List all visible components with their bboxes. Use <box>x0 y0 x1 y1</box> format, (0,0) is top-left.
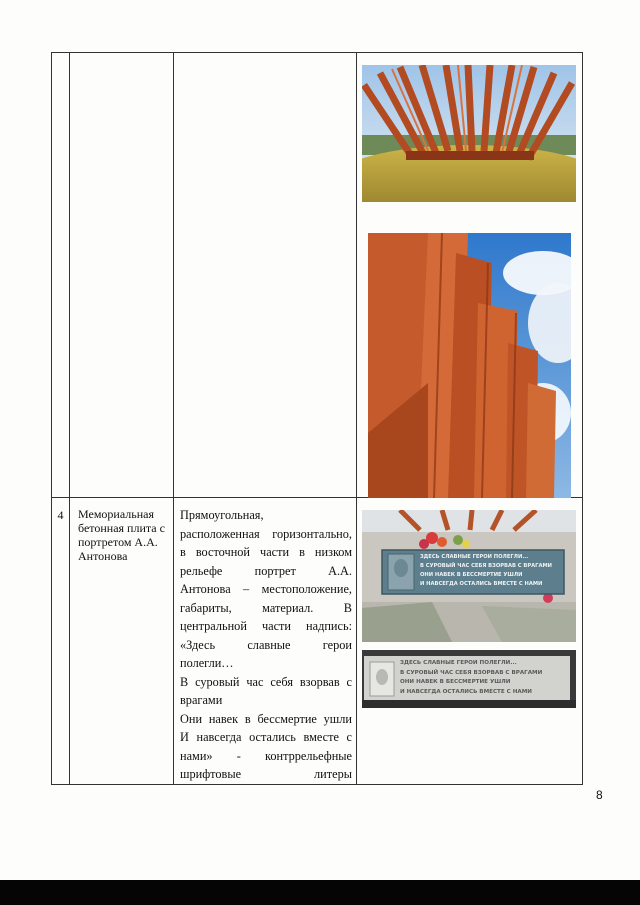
description-line: шрифтовые литеры <box>180 767 352 781</box>
plaque-line: ЗДЕСЬ СЛАВНЫЕ ГЕРОИ ПОЛЕГЛИ... <box>420 554 529 560</box>
plaque-line: ОНИ НАВЕК В БЕССМЕРТИЕ УШЛИ <box>420 572 523 578</box>
description-line: В суровый час себя взорвав с <box>180 674 352 689</box>
object-name: Мемориальная бетонная плита с портретом А.А. Антонова <box>70 498 174 785</box>
description-line: И навсегда остались вместе с <box>180 730 352 744</box>
description-line: нами» - контррельефные <box>180 748 352 763</box>
plaque-line: ЗДЕСЬ СЛАВНЫЕ ГЕРОИ ПОЛЕГЛИ... <box>400 660 517 666</box>
object-description <box>174 498 357 785</box>
description-line: в восточной части в низком <box>180 545 352 559</box>
description-cell <box>174 53 357 498</box>
plaque-line: В СУРОВЫЙ ЧАС СЕБЯ ВЗОРВАВ С ВРАГАМИ <box>420 563 552 569</box>
monument-blades-photo <box>368 233 571 498</box>
description-line: врагами <box>180 693 223 707</box>
description-line: расположенная горизонтально, <box>180 526 352 541</box>
table-row <box>52 53 583 498</box>
plaque-line: ОНИ НАВЕК В БЕССМЕРТИЕ УШЛИ <box>400 679 511 685</box>
plaque-site-photo <box>362 510 576 642</box>
description-line: габариты, материал. В <box>180 600 352 615</box>
monument-table <box>51 52 583 785</box>
plaque-line: И НАВСЕГДА ОСТАЛИСЬ ВМЕСТЕ С НАМИ <box>420 581 543 587</box>
plaque-closeup-photo <box>362 650 576 708</box>
description-line: Они навек в бессмертие ушли <box>180 711 352 726</box>
name-cell <box>70 53 174 498</box>
description-line: рельефе портрет А.А. <box>180 563 352 578</box>
number-cell <box>52 53 70 498</box>
row-number: 4 <box>52 498 70 785</box>
table-row <box>52 498 583 785</box>
description-line: полегли… <box>180 656 234 670</box>
description-line: «Здесь славные герои <box>180 637 352 652</box>
plaque-line: В СУРОВЫЙ ЧАС СЕБЯ ВЗОРВАВ С ВРАГАМИ <box>400 669 543 676</box>
page-number: 8 <box>596 788 603 802</box>
plaque-closeup-inscription <box>400 659 570 697</box>
description-line: Прямоугольная, <box>180 508 264 522</box>
photo-cell <box>357 53 583 498</box>
description-line: Антонова – местоположение, <box>180 582 352 596</box>
photo-cell <box>357 498 583 785</box>
description-line: центральной части надпись: <box>180 619 352 633</box>
monument-arch-photo <box>362 65 576 202</box>
scan-edge <box>0 880 640 905</box>
plaque-line: И НАВСЕГДА ОСТАЛИСЬ ВМЕСТЕ С НАМИ <box>400 688 532 695</box>
plaque-inscription <box>420 553 560 589</box>
